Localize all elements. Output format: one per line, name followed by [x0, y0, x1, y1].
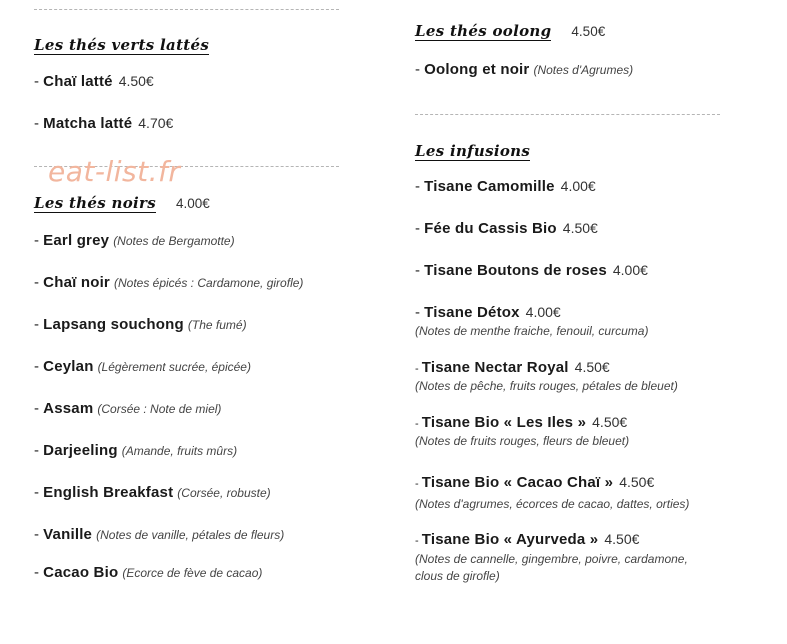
divider	[34, 9, 339, 10]
watermark: eat-list.fr	[48, 155, 181, 188]
item-subnote: (Notes d'agrumes, écorces de cacao, dattes, orties)	[415, 497, 690, 511]
menu-item: - Tisane Boutons de roses 4.00€	[415, 262, 648, 279]
item-subnote: clous de girofle)	[415, 569, 500, 583]
menu-item: - Lapsang souchong (The fumé)	[34, 316, 247, 333]
section-title: Les thés noirs	[34, 194, 156, 212]
item-name: Earl grey	[43, 232, 110, 249]
item-name: Assam	[43, 400, 94, 417]
item-note: (Amande, fruits mûrs)	[121, 444, 238, 458]
menu-item: - Oolong et noir (Notes d'Agrumes)	[415, 61, 634, 78]
menu-item: - Vanille (Notes de vanille, pétales de fleurs)	[34, 526, 285, 543]
menu-item: - Chaï noir (Notes épicés : Cardamone, girofle)	[34, 274, 304, 291]
item-price: 4.50€	[604, 531, 640, 547]
item-name: Tisane Bio « Ayurveda »	[421, 531, 599, 548]
section-heading-black-tea	[34, 194, 210, 213]
item-price: 4.50€	[118, 73, 154, 89]
item-name: Chaï noir	[43, 274, 110, 291]
item-note: (Légèrement sucrée, épicée)	[97, 360, 251, 374]
menu-item: - Ceylan (Légèrement sucrée, épicée)	[34, 358, 251, 375]
section-heading-green-latte	[34, 36, 209, 55]
menu-item: - Chaï latté 4.50€	[34, 73, 154, 90]
item-name: Vanille	[43, 526, 93, 543]
section-heading-oolong	[415, 22, 605, 41]
item-note: (Notes d'Agrumes)	[533, 63, 634, 77]
menu-item: - Darjeeling (Amande, fruits mûrs)	[34, 442, 238, 459]
item-price: 4.50€	[619, 474, 655, 490]
menu-item: - Fée du Cassis Bio 4.50€	[415, 220, 598, 237]
menu-item: - Tisane Bio « Ayurveda » 4.50€	[415, 531, 640, 548]
menu-item: - Matcha latté 4.70€	[34, 115, 174, 132]
item-subnote: (Notes de fruits rouges, fleurs de bleuet)	[415, 434, 630, 448]
section-price: 4.00€	[175, 196, 210, 211]
item-name: Tisane Boutons de roses	[424, 262, 607, 279]
section-title: Les infusions	[415, 142, 531, 160]
menu-item: - Assam (Corsée : Note de miel)	[34, 400, 222, 417]
item-price: 4.00€	[612, 262, 648, 278]
menu-item: - Tisane Bio « Cacao Chaï » 4.50€	[415, 474, 655, 491]
item-name: Tisane Bio « Cacao Chaï »	[421, 474, 614, 491]
item-price: 4.70€	[138, 115, 174, 131]
item-price: 4.50€	[592, 414, 628, 430]
item-price: 4.00€	[560, 178, 596, 194]
section-price: 4.50€	[571, 24, 606, 39]
menu-item: - Cacao Bio (Ecorce de fève de cacao)	[34, 564, 263, 581]
item-subnote: (Notes de pêche, fruits rouges, pétales de bleuet)	[415, 379, 678, 393]
item-name: Ceylan	[43, 358, 94, 375]
item-note: (Notes épicés : Cardamone, girofle)	[113, 276, 304, 290]
item-name: Tisane Bio « Les Iles »	[421, 414, 587, 431]
section-title: Les thés oolong	[415, 22, 552, 40]
item-name: Tisane Détox	[424, 304, 520, 321]
menu-item: - Tisane Détox 4.00€	[415, 304, 561, 321]
item-name: Tisane Camomille	[424, 178, 555, 195]
item-note: (Corsée, robuste)	[177, 486, 271, 500]
menu-item: - Tisane Bio « Les Iles » 4.50€	[415, 414, 628, 431]
item-price: 4.50€	[562, 220, 598, 236]
menu-item: - Tisane Camomille 4.00€	[415, 178, 596, 195]
menu-item: - Tisane Nectar Royal 4.50€	[415, 359, 610, 376]
section-heading-infusions	[415, 142, 530, 161]
item-name: Oolong et noir	[424, 61, 530, 78]
item-subnote: (Notes de menthe fraiche, fenouil, curcuma)	[415, 324, 649, 338]
section-title: Les thés verts lattés	[34, 36, 210, 54]
item-note: (Notes de vanille, pétales de fleurs)	[96, 528, 285, 542]
menu-item: - Earl grey (Notes de Bergamotte)	[34, 232, 235, 249]
item-name: Chaï latté	[43, 73, 113, 90]
item-name: Tisane Nectar Royal	[421, 359, 569, 376]
item-note: (Notes de Bergamotte)	[113, 234, 235, 248]
item-name: English Breakfast	[43, 484, 174, 501]
item-price: 4.00€	[525, 304, 561, 320]
divider	[415, 114, 720, 115]
item-subnote: (Notes de cannelle, gingembre, poivre, cardamone,	[415, 552, 688, 566]
item-name: Cacao Bio	[43, 564, 119, 581]
item-note: (The fumé)	[187, 318, 247, 332]
menu-item: - English Breakfast (Corsée, robuste)	[34, 484, 271, 501]
item-note: (Ecorce de fève de cacao)	[122, 566, 263, 580]
item-price: 4.50€	[574, 359, 610, 375]
item-note: (Corsée : Note de miel)	[97, 402, 222, 416]
item-name: Darjeeling	[43, 442, 118, 459]
item-name: Matcha latté	[43, 115, 133, 132]
item-name: Fée du Cassis Bio	[424, 220, 557, 237]
item-name: Lapsang souchong	[43, 316, 184, 333]
